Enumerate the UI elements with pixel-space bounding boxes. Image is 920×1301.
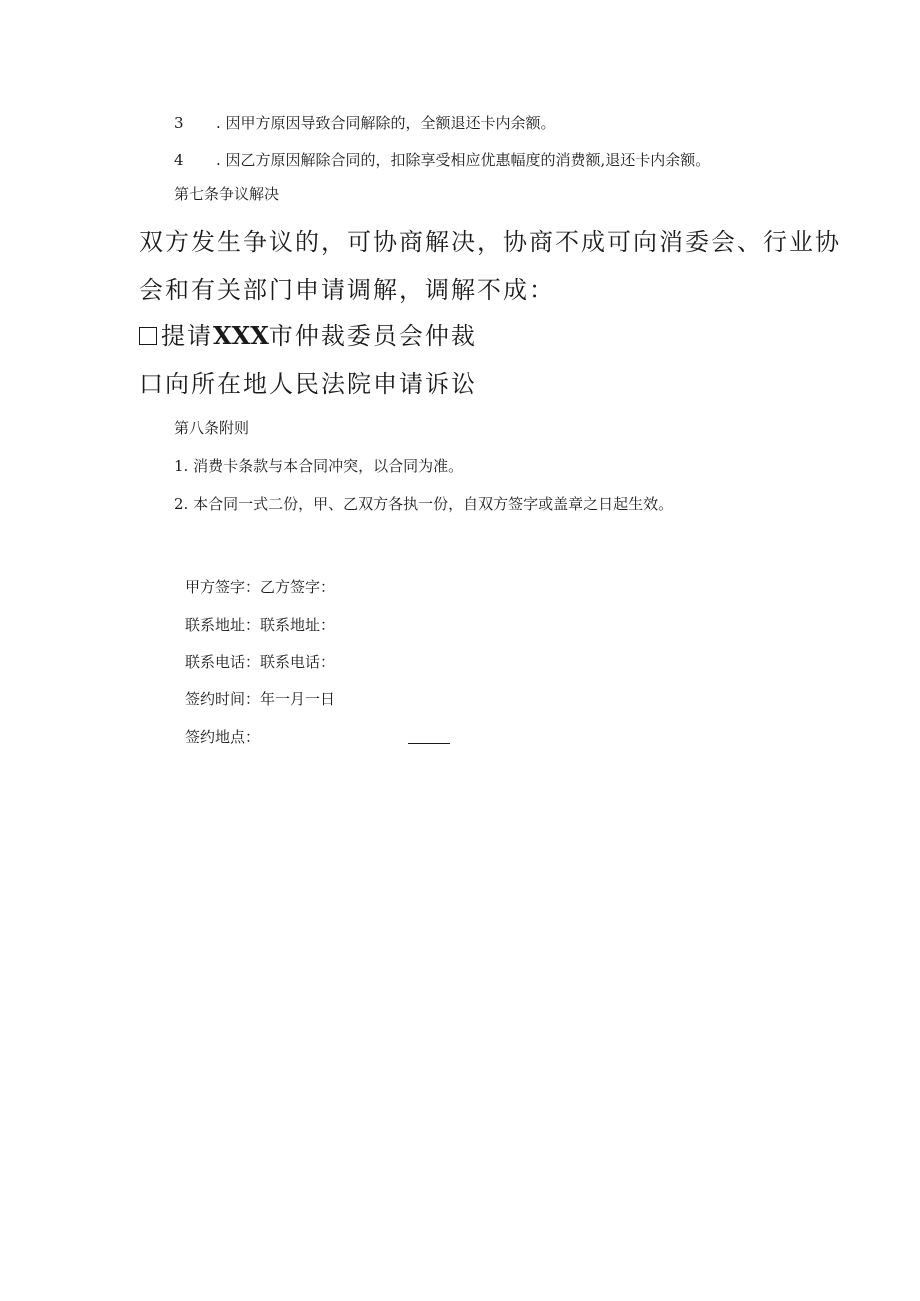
item-number: 3 [174, 114, 184, 132]
clause8-item2: 2. 本合同一式二份，甲、乙双方各执一份，自双方签字或盖章之日起生效。 [174, 495, 674, 513]
option-suffix: 市仲裁委员会仲裁 [268, 322, 477, 350]
clause8-item1: 1. 消费卡条款与本合同冲突，以合同为准。 [174, 457, 464, 475]
clause7-heading: 第七条争议解决 [174, 185, 280, 203]
address-line: 联系地址：联系地址： [185, 616, 336, 634]
item-text: . 因甲方原因导致合同解除的，全额退还卡内余额。 [216, 114, 556, 132]
place-label: 签约地点： [185, 728, 261, 746]
phone-line: 联系电话：联系电话： [185, 653, 336, 671]
option-prefix: 提请 [161, 322, 213, 350]
item-text: . 因乙方原因解除合同的，扣除享受相应优惠幅度的消费额,退还卡内余额。 [216, 151, 711, 169]
blank-underline [408, 729, 450, 744]
item-number: 4 [174, 151, 184, 169]
checkbox-icon[interactable] [139, 327, 157, 345]
arbitration-option [139, 320, 477, 352]
litigation-option: 口向所在地人民法院申请诉讼 [139, 370, 477, 398]
signature-line: 甲方签字：乙方签字： [185, 578, 336, 596]
clause7-paragraph-line2: 会和有关部门申请调解，调解不成： [139, 276, 555, 304]
option-city-placeholder: XXX [213, 321, 269, 350]
clause7-paragraph-line1: 双方发生争议的，可协商解决，协商不成可向消委会、行业协 [139, 228, 841, 256]
place-blank [408, 729, 450, 748]
date-line: 签约时间：年一月一日 [185, 690, 336, 708]
clause8-heading: 第八条附则 [174, 419, 250, 437]
clause6-item4 [174, 150, 710, 170]
clause6-item3 [174, 113, 556, 133]
place-line [185, 727, 260, 747]
